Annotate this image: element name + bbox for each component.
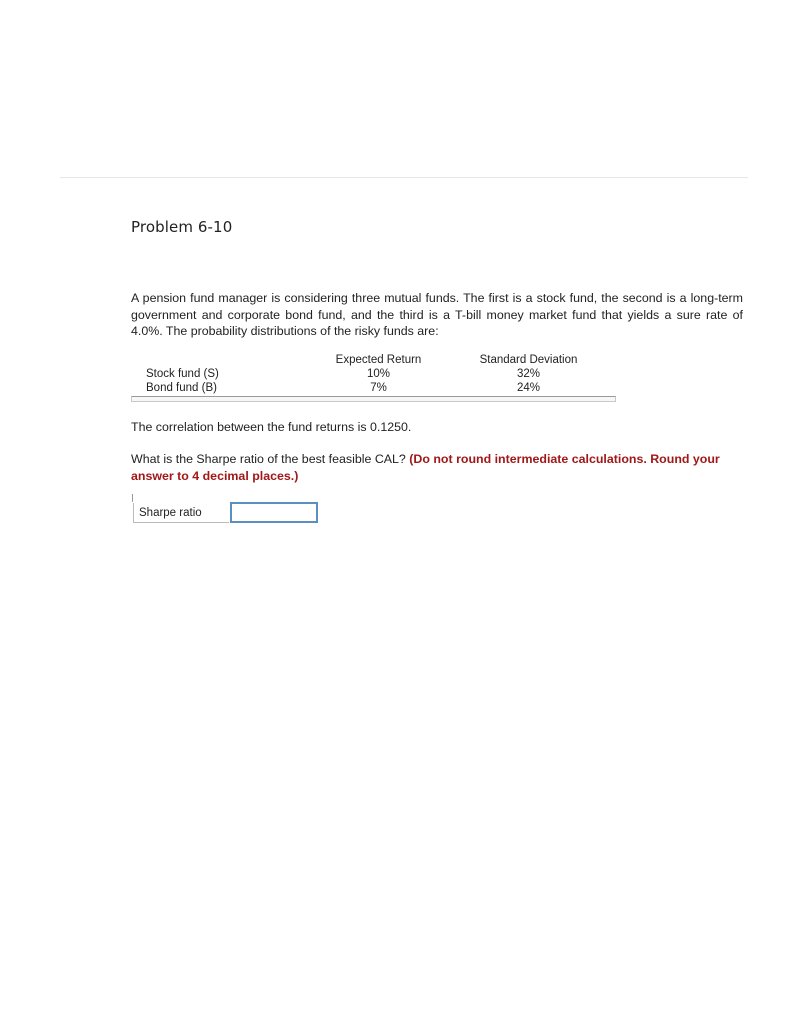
table-row [131, 367, 616, 381]
question-text: What is the Sharpe ratio of the best feasible CAL? [131, 452, 406, 466]
header-expected-return: Expected Return [335, 354, 422, 366]
fund-name: Bond fund (B) [146, 382, 217, 394]
table-bottom-rule [131, 396, 616, 402]
sharpe-ratio-input[interactable] [230, 502, 318, 523]
header-name [131, 353, 316, 367]
fund-table [131, 353, 616, 402]
top-divider [60, 177, 748, 178]
header-std-dev: Standard Deviation [479, 354, 578, 366]
correlation-text: The correlation between the fund returns is 0.1250. [131, 420, 412, 434]
fund-std-dev: 24% [516, 382, 541, 394]
row-marker [132, 494, 133, 502]
intro-paragraph: A pension fund manager is considering three mutual funds. The first is a stock fund, the second is a long-term government and corporate bond fund, and the third is a T-bill money market fund that yields a sure rate of 4.0%. The probability distributions of the risky funds are: [131, 291, 743, 338]
answer-row [131, 494, 331, 524]
fund-name: Stock fund (S) [146, 368, 219, 380]
rounding-instruction: (Do not round intermediate calculations. Round your answer to 4 decimal places.) [131, 452, 720, 483]
question-paragraph [131, 451, 743, 484]
table-header [131, 353, 616, 367]
fund-expected-return: 7% [370, 382, 387, 394]
fund-expected-return: 10% [366, 368, 391, 380]
fund-std-dev: 32% [516, 368, 541, 380]
table-row [131, 381, 616, 395]
problem-title: Problem 6-10 [131, 218, 233, 236]
answer-label: Sharpe ratio [133, 503, 229, 523]
